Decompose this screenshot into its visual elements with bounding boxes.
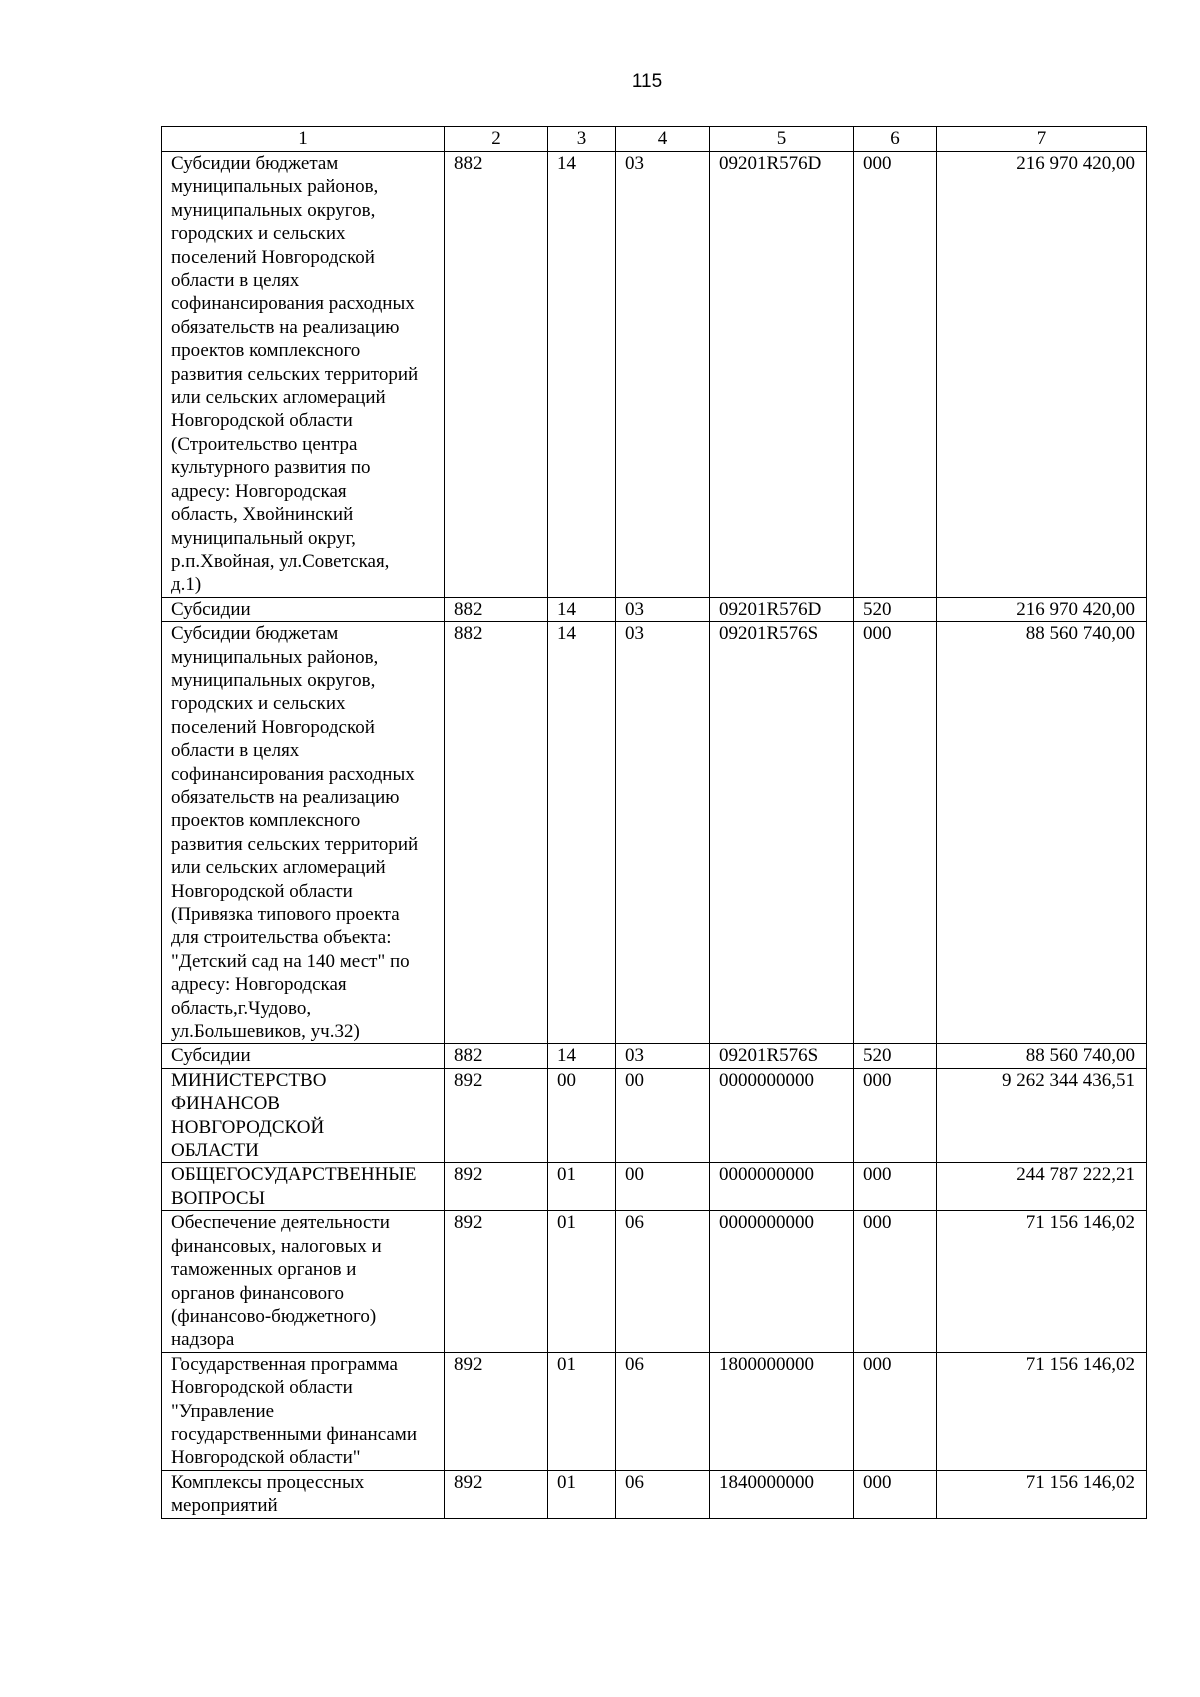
item-name-line: Субсидии — [171, 1045, 251, 1067]
amount-cell: 9 262 344 436,51 — [937, 1068, 1147, 1163]
subsection-cell: 03 — [616, 1044, 710, 1068]
item-name-line: Субсидии бюджетам — [171, 153, 339, 174]
item-name-line: Новгородской области — [171, 1377, 353, 1399]
target-article-cell: 09201R576D — [710, 597, 854, 621]
target-article-cell: 09201R576S — [710, 1044, 854, 1068]
item-name-line: органов финансового — [171, 1282, 344, 1304]
item-name-line: Новгородской области" — [171, 1447, 361, 1469]
table-row — [162, 597, 1147, 621]
expense-type-cell: 000 — [854, 622, 937, 1044]
item-name-line: область,г.Чудово, — [171, 997, 312, 1019]
section-cell: 01 — [548, 1211, 616, 1352]
column-header: 2 — [445, 127, 548, 152]
item-name-cell — [162, 1470, 445, 1518]
item-name-line: адресу: Новгородская — [171, 480, 347, 502]
item-name-line: МИНИСТЕРСТВО — [171, 1069, 327, 1091]
expense-type-cell: 000 — [854, 1352, 937, 1470]
table-row — [162, 1163, 1147, 1211]
item-name-line: городских и сельских — [171, 693, 346, 715]
target-article-cell: 0000000000 — [710, 1211, 854, 1352]
item-name-line: Обеспечение деятельности — [171, 1212, 390, 1234]
item-name-cell — [162, 1163, 445, 1211]
gp-code-cell: 892 — [445, 1470, 548, 1518]
item-name-line: культурного развития по — [171, 457, 371, 479]
gp-code-cell: 882 — [445, 1044, 548, 1068]
table-row — [162, 1352, 1147, 1470]
item-name-cell — [162, 1044, 445, 1068]
subsection-cell: 06 — [616, 1352, 710, 1470]
column-header: 6 — [854, 127, 937, 152]
item-name-line: или сельских агломераций — [171, 387, 386, 409]
item-name-line: (Строительство центра — [171, 433, 358, 455]
item-name-line: или сельских агломераций — [171, 857, 386, 879]
column-header: 7 — [937, 127, 1147, 152]
amount-cell: 88 560 740,00 — [937, 622, 1147, 1044]
expense-type-cell: 520 — [854, 597, 937, 621]
item-name-line: софинансирования расходных — [171, 293, 415, 315]
target-article-cell: 1840000000 — [710, 1470, 854, 1518]
section-cell: 14 — [548, 622, 616, 1044]
item-name-line: развития сельских территорий — [171, 363, 419, 385]
item-name-line: государственными финансами — [171, 1423, 417, 1445]
item-name-line: (финансово-бюджетного) — [171, 1305, 377, 1327]
item-name-line: Субсидии бюджетам — [171, 623, 339, 645]
gp-code-cell: 892 — [445, 1068, 548, 1163]
expense-type-cell: 000 — [854, 152, 937, 598]
item-name-line: муниципальных районов, — [171, 646, 379, 668]
item-name-line: ОБЛАСТИ — [171, 1140, 259, 1162]
item-name-line: д.1) — [171, 574, 202, 596]
table-row — [162, 152, 1147, 598]
amount-cell: 216 970 420,00 — [937, 152, 1147, 598]
amount-cell: 71 156 146,02 — [937, 1470, 1147, 1518]
item-name-line: (Привязка типового проекта — [171, 904, 400, 925]
item-name-line: области в целях — [171, 740, 300, 762]
gp-code-cell: 882 — [445, 152, 548, 598]
item-name-line: для строительства объекта: — [171, 927, 392, 949]
target-article-cell: 0000000000 — [710, 1163, 854, 1211]
item-name-line: Новгородской области — [171, 410, 353, 432]
gp-code-cell: 892 — [445, 1352, 548, 1470]
amount-cell: 88 560 740,00 — [937, 1044, 1147, 1068]
expense-type-cell: 000 — [854, 1163, 937, 1211]
item-name-line: поселений Новгородской — [171, 246, 375, 268]
subsection-cell: 03 — [616, 152, 710, 598]
section-cell: 01 — [548, 1163, 616, 1211]
subsection-cell: 03 — [616, 622, 710, 1044]
page-number: 115 — [631, 71, 663, 92]
item-name-line: городских и сельских — [171, 223, 346, 245]
item-name-line: Комплексы процессных — [171, 1471, 365, 1493]
item-name-line: "Детский сад на 140 мест" по — [171, 950, 410, 972]
item-name-cell — [162, 1068, 445, 1163]
table-row — [162, 622, 1147, 1044]
column-header: 5 — [710, 127, 854, 152]
item-name-line: обязательств на реализацию — [171, 786, 400, 808]
table-row — [162, 1044, 1147, 1068]
subsection-cell: 03 — [616, 597, 710, 621]
item-name-line: ВОПРОСЫ — [171, 1187, 266, 1209]
section-cell: 01 — [548, 1352, 616, 1470]
amount-cell: 71 156 146,02 — [937, 1352, 1147, 1470]
column-header: 4 — [616, 127, 710, 152]
subsection-cell: 06 — [616, 1211, 710, 1352]
budget-table — [161, 126, 1147, 1519]
item-name-cell — [162, 1211, 445, 1352]
item-name-line: проектов комплексного — [171, 810, 361, 832]
item-name-line: область, Хвойнинский — [171, 504, 354, 526]
item-name-line: мероприятий — [171, 1495, 278, 1517]
item-name-line: надзора — [171, 1329, 235, 1351]
item-name-line: таможенных органов и — [171, 1259, 357, 1281]
section-cell: 00 — [548, 1068, 616, 1163]
column-header: 1 — [162, 127, 445, 152]
item-name-cell — [162, 152, 445, 598]
target-article-cell: 09201R576S — [710, 622, 854, 1044]
section-cell: 14 — [548, 152, 616, 598]
expense-type-cell: 520 — [854, 1044, 937, 1068]
item-name-line: Новгородской области — [171, 880, 353, 902]
item-name-line: области в целях — [171, 270, 300, 292]
expense-type-cell: 000 — [854, 1211, 937, 1352]
amount-cell: 216 970 420,00 — [937, 597, 1147, 621]
item-name-line: поселений Новгородской — [171, 716, 375, 738]
section-cell: 14 — [548, 597, 616, 621]
amount-cell: 244 787 222,21 — [937, 1163, 1147, 1211]
section-cell: 01 — [548, 1470, 616, 1518]
item-name-line: муниципальный округ, — [171, 527, 356, 549]
subsection-cell: 06 — [616, 1470, 710, 1518]
table-row — [162, 1068, 1147, 1163]
gp-code-cell: 882 — [445, 622, 548, 1044]
amount-cell: 71 156 146,02 — [937, 1211, 1147, 1352]
item-name-cell — [162, 1352, 445, 1470]
subsection-cell: 00 — [616, 1068, 710, 1163]
item-name-line: Государственная программа — [171, 1353, 398, 1375]
item-name-line: "Управление — [171, 1400, 275, 1422]
item-name-line: НОВГОРОДСКОЙ — [171, 1116, 325, 1138]
item-name-line: ФИНАНСОВ — [171, 1093, 280, 1115]
gp-code-cell: 892 — [445, 1163, 548, 1211]
item-name-cell — [162, 622, 445, 1044]
item-name-line: адресу: Новгородская — [171, 974, 347, 996]
target-article-cell: 09201R576D — [710, 152, 854, 598]
item-name-line: обязательств на реализацию — [171, 316, 400, 338]
table-header — [162, 127, 1147, 152]
item-name-line: муниципальных районов, — [171, 176, 379, 198]
target-article-cell: 0000000000 — [710, 1068, 854, 1163]
expense-type-cell: 000 — [854, 1068, 937, 1163]
item-name-line: проектов комплексного — [171, 340, 361, 362]
target-article-cell: 1800000000 — [710, 1352, 854, 1470]
item-name-line: муниципальных округов, — [171, 199, 376, 221]
table-body — [162, 152, 1147, 1519]
item-name-line: софинансирования расходных — [171, 763, 415, 785]
header-row — [162, 127, 1147, 152]
item-name-cell — [162, 597, 445, 621]
table-row — [162, 1211, 1147, 1352]
section-cell: 14 — [548, 1044, 616, 1068]
item-name-line: Субсидии — [171, 598, 251, 620]
item-name-line: р.п.Хвойная, ул.Советская, — [171, 550, 390, 572]
item-name-line: развития сельских территорий — [171, 833, 419, 855]
item-name-line: финансовых, налоговых и — [171, 1235, 382, 1257]
item-name-line: ул.Большевиков, уч.32) — [171, 1021, 360, 1043]
subsection-cell: 00 — [616, 1163, 710, 1211]
item-name-line: муниципальных округов, — [171, 669, 376, 691]
column-header: 3 — [548, 127, 616, 152]
gp-code-cell: 892 — [445, 1211, 548, 1352]
gp-code-cell: 882 — [445, 597, 548, 621]
item-name-line: ОБЩЕГОСУДАРСТВЕННЫЕ — [171, 1164, 417, 1186]
expense-type-cell: 000 — [854, 1470, 937, 1518]
table-row — [162, 1470, 1147, 1518]
